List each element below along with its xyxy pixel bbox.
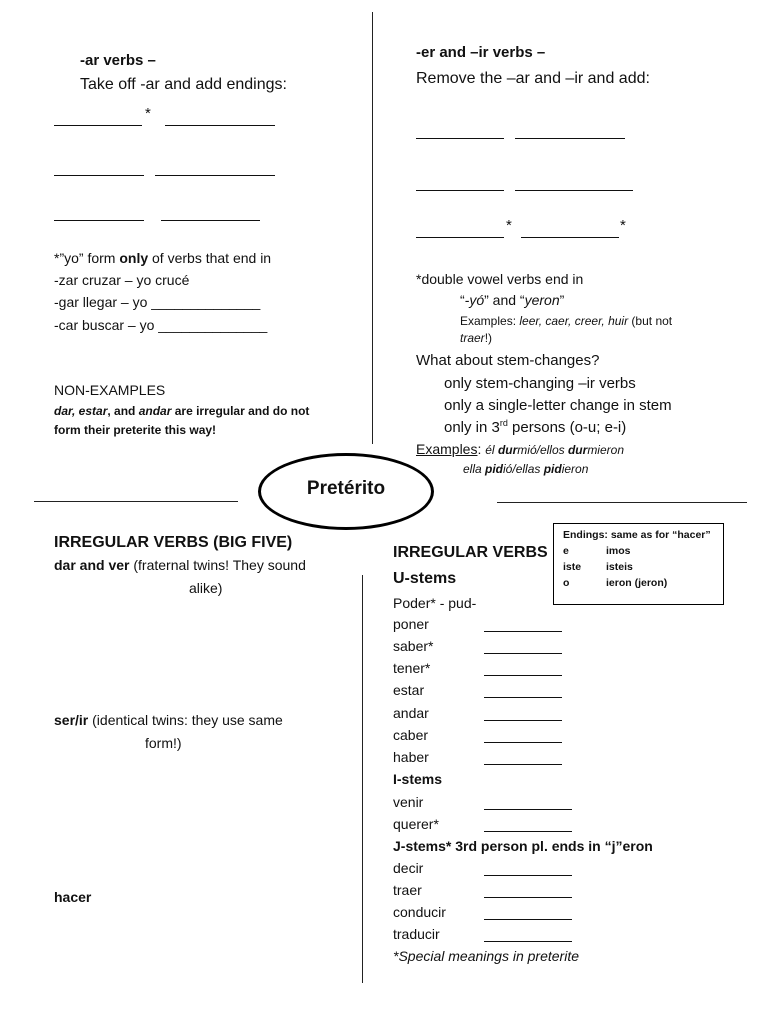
- blank-saber: [484, 640, 562, 654]
- ex-mieron: mieron: [587, 443, 624, 457]
- blank-conducir: [484, 906, 572, 920]
- yo-note-part2: of verbs that end in: [148, 250, 272, 266]
- verb-traer: traer: [393, 882, 422, 898]
- ex-pid-1: pid: [485, 462, 504, 476]
- ex-ieron: ieron: [561, 462, 589, 476]
- verb-querer: querer*: [393, 816, 439, 832]
- car-example: -car buscar – yo ______________: [54, 317, 268, 333]
- ex-dur-1: dur: [497, 443, 518, 457]
- stem-examples-label: Examples: [416, 441, 478, 457]
- verb-venir: venir: [393, 794, 424, 810]
- ending-isteis: isteis: [606, 561, 633, 573]
- non-and: , and: [107, 404, 139, 418]
- hacer-label: hacer: [54, 889, 92, 905]
- stem3-sup: rd: [499, 418, 508, 428]
- examples-list: leer, caer, creer, huir: [519, 314, 629, 328]
- verb-andar: andar: [393, 705, 429, 721]
- yeron-quote-close: ”: [559, 292, 565, 308]
- verb-estar: estar: [393, 682, 425, 698]
- vertical-divider-top: [372, 12, 373, 444]
- ex-ella: ella: [463, 462, 486, 476]
- er-blank-3a: [416, 224, 504, 238]
- ar-blank-3b: [161, 207, 260, 221]
- yo-note-only: only: [119, 250, 149, 266]
- dar-ver-line: [54, 557, 306, 573]
- verb-poner: poner: [393, 616, 429, 632]
- ser-ir-line: [54, 712, 283, 728]
- ar-blank-1b: [165, 112, 275, 126]
- ex-el: él: [485, 443, 498, 457]
- double-vowel-note: *double vowel verbs end in: [416, 271, 584, 287]
- er-blank-2a: [416, 177, 504, 191]
- verb-caber: caber: [393, 727, 429, 743]
- dar-ver-note-2: alike): [189, 580, 223, 596]
- stem-change-question: What about stem-changes?: [416, 352, 600, 369]
- traer-word: traer: [460, 331, 485, 345]
- blank-caber: [484, 729, 562, 743]
- verb-traducir: traducir: [393, 926, 440, 942]
- blank-querer: [484, 818, 572, 832]
- er-blank-2b: [515, 177, 633, 191]
- ending-o: o: [563, 577, 570, 589]
- yo-form-note: [54, 250, 271, 266]
- non-dar: dar, estar: [54, 404, 108, 418]
- ser-ir-note: (identical twins: they use same: [88, 712, 283, 728]
- yo-quote-open: “: [460, 292, 465, 308]
- stem-rule-3: [444, 418, 626, 436]
- non-examples-title: NON-EXAMPLES: [54, 382, 166, 398]
- non-examples-line1: [54, 404, 309, 418]
- ex-dur-2: dur: [567, 443, 588, 457]
- blank-decir: [484, 862, 572, 876]
- stem-examples-line2: [463, 462, 588, 476]
- stem-rule-2: only a single-letter change in stem: [444, 397, 672, 414]
- endings-box: [553, 523, 724, 605]
- traer-close: !): [484, 331, 493, 345]
- er-ir-subtitle: Remove the –ar and –ir and add:: [416, 70, 650, 87]
- u-stems-title: U-stems: [393, 570, 457, 587]
- traer-exception: [460, 331, 492, 345]
- yo-note-part1: *”yo” form: [54, 250, 120, 266]
- ending-iste: iste: [563, 561, 582, 573]
- er-blank-1b: [515, 125, 625, 139]
- j-stems-title: J-stems* 3rd person pl. ends in “j”eron: [393, 838, 653, 854]
- non-rest1: are irregular and do not: [171, 404, 310, 418]
- verb-saber: saber*: [393, 638, 434, 654]
- poder-line: Poder* - pud-: [393, 595, 477, 611]
- examples-label: Examples:: [460, 314, 520, 328]
- zar-example: -zar cruzar – yo crucé: [54, 272, 190, 288]
- horizontal-divider-left: [34, 501, 238, 502]
- gar-example: -gar llegar – yo ______________: [54, 294, 261, 310]
- stem-examples-line1: [416, 441, 624, 457]
- verb-haber: haber: [393, 749, 429, 765]
- double-vowel-examples: [460, 314, 672, 328]
- blank-traducir: [484, 928, 572, 942]
- yo-and: ” and “: [484, 292, 525, 308]
- ending-ieron: ieron (jeron): [606, 577, 668, 589]
- i-stems-title: I-stems: [393, 771, 443, 787]
- ar-star: *: [145, 105, 151, 122]
- ser-ir-note-2: form!): [145, 735, 182, 751]
- verb-conducir: conducir: [393, 904, 446, 920]
- ar-verbs-title: -ar verbs –: [80, 52, 156, 69]
- yeron-ending: yeron: [524, 292, 560, 308]
- stem3-post: persons (o-u; e-i): [507, 419, 627, 436]
- blank-andar: [484, 707, 562, 721]
- ex-mio: mió/ellos: [517, 443, 568, 457]
- non-examples-line2: form their preterite this way!: [54, 423, 217, 437]
- ending-imos: imos: [606, 545, 631, 557]
- stem3-pre: only in 3: [444, 419, 500, 436]
- ar-verbs-subtitle: Take off -ar and add endings:: [80, 76, 287, 93]
- verb-decir: decir: [393, 860, 424, 876]
- yo-ending: -yó: [464, 292, 485, 308]
- big-five-title: IRREGULAR VERBS (BIG FIVE): [54, 534, 293, 551]
- ar-blank-2b: [155, 162, 275, 176]
- blank-traer: [484, 884, 572, 898]
- stem-examples-colon: :: [477, 441, 486, 457]
- blank-estar: [484, 684, 562, 698]
- ending-e: e: [563, 545, 569, 557]
- non-andar: andar: [138, 404, 172, 418]
- blank-poner: [484, 618, 562, 632]
- ex-pid-2: pid: [543, 462, 562, 476]
- er-ir-title: -er and –ir verbs –: [416, 44, 546, 61]
- page-title: Pretérito: [306, 478, 386, 499]
- er-blank-1a: [416, 125, 504, 139]
- stem-rule-1: only stem-changing –ir verbs: [444, 375, 636, 392]
- irregular-title: IRREGULAR VERBS: [393, 544, 548, 561]
- verb-tener: tener*: [393, 660, 431, 676]
- ser-ir-label: ser/ir: [54, 712, 89, 728]
- examples-but: (but not: [628, 314, 673, 328]
- special-meanings-note: *Special meanings in preterite: [393, 948, 579, 964]
- ar-blank-2a: [54, 162, 144, 176]
- dar-ver-label: dar and ver: [54, 557, 130, 573]
- ex-io: ió/ellas: [503, 462, 544, 476]
- er-star-1: *: [506, 217, 512, 234]
- blank-venir: [484, 796, 572, 810]
- ar-blank-3a: [54, 207, 144, 221]
- ar-blank-1a: [54, 112, 142, 126]
- yo-yeron-endings: [460, 292, 564, 308]
- endings-title: Endings: same as for “hacer”: [563, 529, 711, 541]
- horizontal-divider-right: [497, 502, 747, 503]
- er-blank-3b: [521, 224, 619, 238]
- blank-haber: [484, 751, 562, 765]
- er-star-2: *: [620, 217, 626, 234]
- dar-ver-note: (fraternal twins! They sound: [129, 557, 306, 573]
- vertical-divider-bottom: [362, 575, 363, 983]
- blank-tener: [484, 662, 562, 676]
